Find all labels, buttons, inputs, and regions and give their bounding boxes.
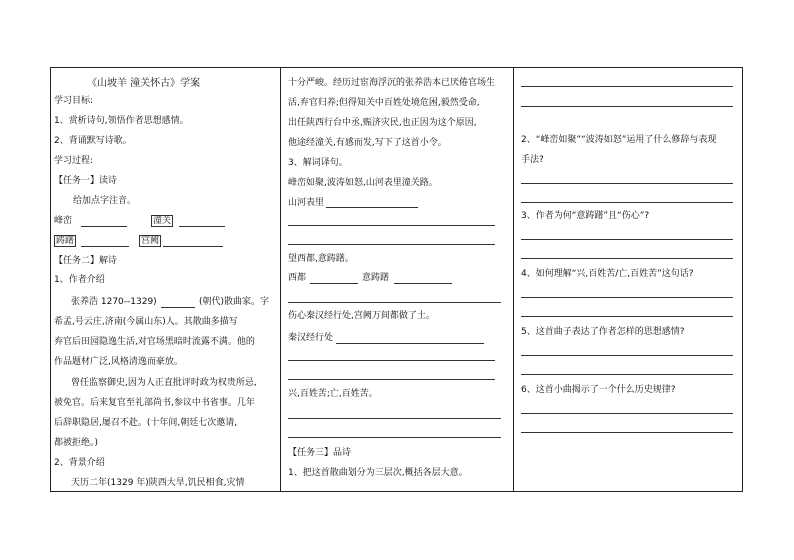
author-intro-heading: 1、作者介绍 bbox=[54, 275, 105, 285]
answer-line[interactable] bbox=[288, 379, 495, 380]
verse-3: 伤心秦汉经行处,宫阙万间都做了土。 bbox=[288, 311, 435, 321]
author-intro-line7: 后辞职隐居,屡召不赴。(十年间,朝廷七次邀请, bbox=[54, 418, 238, 428]
answer-line-yichouchu[interactable] bbox=[394, 283, 452, 284]
answer-line[interactable] bbox=[521, 413, 733, 414]
answer-line[interactable] bbox=[521, 355, 733, 356]
answer-line-xidu[interactable] bbox=[310, 283, 358, 284]
answer-line[interactable] bbox=[521, 374, 733, 375]
background-line3: 活,弃官归养;但得知关中百姓处境危困,毅然受命, bbox=[288, 98, 480, 108]
question-6: 6、这首小曲揭示了一个什么历史规律? bbox=[521, 385, 676, 395]
answer-line-shanhebiaoli[interactable] bbox=[326, 207, 418, 208]
question-4: 4、如何理解“兴,百姓苦/亡,百姓苦”这句话? bbox=[521, 269, 694, 279]
question-2: 2、“峰峦如聚”“波涛如怒”运用了什么修辞与表现 bbox=[521, 135, 717, 145]
term-qinhanjingxingchu: 秦汉经行处 bbox=[288, 333, 334, 343]
background-heading: 2、背景介绍 bbox=[54, 458, 105, 468]
question-2-cont: 手法? bbox=[521, 155, 544, 165]
right-column bbox=[513, 68, 742, 491]
answer-line[interactable] bbox=[521, 183, 733, 184]
verse-1: 峰峦如聚,波涛如怒,山河表里潼关路。 bbox=[288, 178, 438, 188]
question-3: 3、作者为何“意踌躇”且“伤心”? bbox=[521, 211, 650, 221]
answer-line[interactable] bbox=[521, 432, 733, 433]
answer-line-tongguan[interactable] bbox=[179, 226, 225, 227]
term-yichouchu: 意踌躇 bbox=[362, 273, 390, 283]
background-line5: 他途经潼关,有感而发,写下了这首小令。 bbox=[288, 138, 447, 148]
answer-line[interactable] bbox=[521, 297, 733, 298]
answer-line[interactable] bbox=[288, 437, 501, 438]
author-intro-line1b: (朝代)散曲家。字 bbox=[199, 297, 270, 307]
author-intro-line5: 曾任监察御史,因为人正直批评时政为权贵所忌, bbox=[71, 378, 257, 388]
author-intro-line8: 都被拒绝。) bbox=[54, 438, 99, 448]
goal-1: 1、赏析诗句,领悟作者思想感情。 bbox=[54, 116, 189, 126]
answer-line[interactable] bbox=[521, 239, 733, 240]
author-intro-line6: 被免官。后来复官至礼部尚书,参议中书省事。几年 bbox=[54, 398, 255, 408]
task2-heading: 【任务二】解诗 bbox=[54, 256, 118, 266]
answer-line[interactable] bbox=[288, 225, 495, 226]
term-xidu: 西都 bbox=[288, 273, 307, 283]
answer-line-dynasty[interactable] bbox=[161, 307, 195, 308]
verse-2: 望西都,意踌躇。 bbox=[288, 254, 354, 264]
answer-line[interactable] bbox=[521, 202, 733, 203]
author-intro-line3: 弃官后田园隐逸生活,对官场黑暗时流露不满。他的 bbox=[54, 337, 255, 347]
answer-line-chouchu[interactable] bbox=[81, 246, 129, 247]
translate-heading: 3、解词译句。 bbox=[288, 158, 348, 168]
author-intro-line4: 作品题材广泛,风格清逸而豪放。 bbox=[54, 357, 183, 367]
answer-line-gongque[interactable] bbox=[163, 246, 223, 247]
term-shanhebiaoli: 山河表里 bbox=[288, 198, 325, 208]
author-intro-line2: 希孟,号云庄,济南(今属山东)人。其散曲多描写 bbox=[54, 317, 238, 327]
goal-2: 2、背诵默写诗歌。 bbox=[54, 136, 132, 146]
verse-4: 兴,百姓苦;亡,百姓苦。 bbox=[288, 389, 378, 399]
background-line1: 天历二年(1329 年)陕西大旱,饥民相食,灾情 bbox=[71, 478, 245, 488]
phonetic-prompt: 给加点字注音。 bbox=[73, 196, 137, 206]
answer-line[interactable] bbox=[521, 106, 733, 107]
answer-line-qinhan[interactable] bbox=[336, 343, 484, 344]
middle-column bbox=[280, 68, 514, 491]
worksheet-table bbox=[50, 67, 743, 492]
answer-line[interactable] bbox=[288, 302, 501, 303]
layer-question: 1、把这首散曲划分为三层次,概括各层大意。 bbox=[288, 468, 468, 478]
author-intro-line1a: 张养浩 1270--1329) bbox=[71, 297, 157, 307]
answer-line[interactable] bbox=[288, 418, 501, 419]
goals-heading: 学习目标: bbox=[54, 96, 94, 106]
answer-line[interactable] bbox=[288, 360, 495, 361]
background-line4: 出任陕西行台中丞,赈济灾民,也正因为这个原因, bbox=[288, 118, 477, 128]
answer-line[interactable] bbox=[521, 316, 733, 317]
word-chouchu: 踌躇 bbox=[56, 236, 75, 246]
word-fengluan: 峰峦 bbox=[54, 216, 73, 226]
worksheet-title: 《山坡羊 潼关怀古》学案 bbox=[87, 78, 201, 89]
word-tongguan: 潼关 bbox=[153, 216, 172, 226]
background-line2: 十分严峻。经历过宦海浮沉的张养浩本已厌倦官场生 bbox=[288, 78, 496, 88]
answer-line[interactable] bbox=[521, 86, 733, 87]
answer-line[interactable] bbox=[521, 258, 733, 259]
task3-heading: 【任务三】品诗 bbox=[288, 448, 352, 458]
answer-line-fengluan[interactable] bbox=[81, 226, 127, 227]
process-heading: 学习过程: bbox=[54, 156, 94, 166]
word-gongque: 宫阙 bbox=[141, 236, 160, 246]
task1-heading: 【任务一】读诗 bbox=[54, 176, 118, 186]
answer-line[interactable] bbox=[288, 244, 495, 245]
question-5: 5、这首曲子表达了作者怎样的思想感情? bbox=[521, 327, 685, 337]
left-column bbox=[51, 68, 281, 491]
